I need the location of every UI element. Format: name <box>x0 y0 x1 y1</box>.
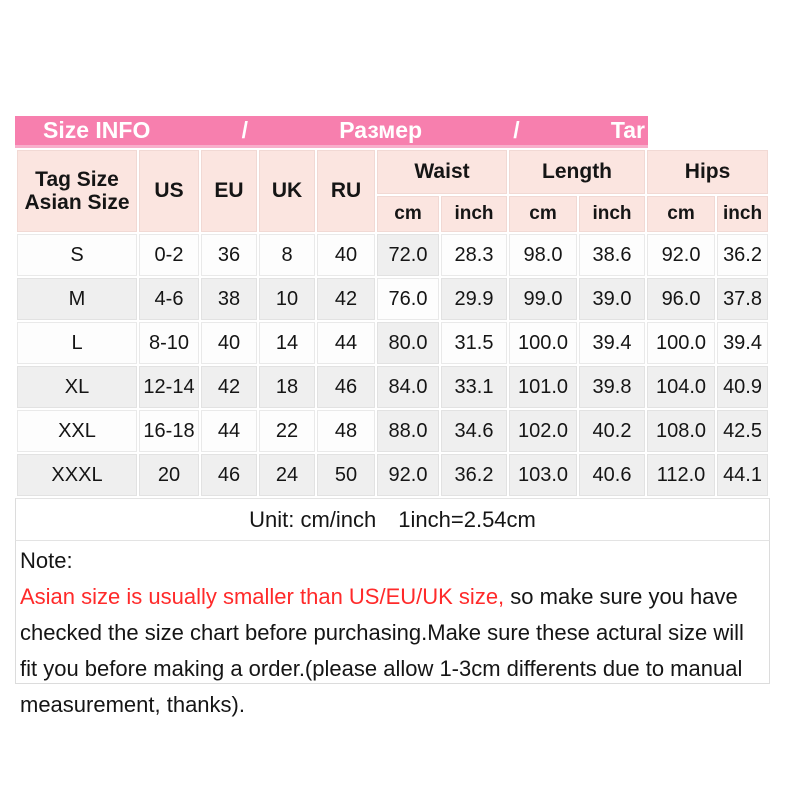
xxl-ru: 48 <box>317 410 375 452</box>
xxl-length-cm: 102.0 <box>509 410 577 452</box>
s-hips-inch: 36.2 <box>717 234 768 276</box>
s-tag: S <box>17 234 137 276</box>
size-row-xl <box>17 366 768 408</box>
s-waist-cm: 72.0 <box>377 234 439 276</box>
note-box <box>15 540 770 717</box>
xxxl-eu: 46 <box>201 454 257 496</box>
title-tar-truncated: Tar <box>610 117 645 143</box>
corner-header-tag-asian-size <box>17 150 137 232</box>
xxl-waist-cm: 88.0 <box>377 410 439 452</box>
xxl-tag: XXL <box>17 410 137 452</box>
s-ru: 40 <box>317 234 375 276</box>
unit-line <box>15 498 770 540</box>
header-uk: UK <box>259 150 315 232</box>
size-row-l <box>17 322 768 364</box>
s-waist-inch: 28.3 <box>441 234 507 276</box>
l-length-cm: 100.0 <box>509 322 577 364</box>
m-eu: 38 <box>201 278 257 320</box>
s-length-inch: 38.6 <box>579 234 645 276</box>
header-hips: Hips <box>647 150 768 194</box>
xl-uk: 18 <box>259 366 315 408</box>
s-length-cm: 98.0 <box>509 234 577 276</box>
corner-line-asian-size: Asian Size <box>24 191 130 214</box>
subheader-waist-cm: cm <box>377 196 439 232</box>
m-hips-cm: 96.0 <box>647 278 715 320</box>
size-chart-sheet <box>15 116 770 717</box>
m-ru: 42 <box>317 278 375 320</box>
subheader-hips-inch: inch <box>717 196 768 232</box>
xxl-waist-inch: 34.6 <box>441 410 507 452</box>
xl-waist-cm: 84.0 <box>377 366 439 408</box>
xxxl-length-inch: 40.6 <box>579 454 645 496</box>
xl-ru: 46 <box>317 366 375 408</box>
xxxl-length-cm: 103.0 <box>509 454 577 496</box>
size-row-m <box>17 278 768 320</box>
subheader-length-inch: inch <box>579 196 645 232</box>
m-waist-cm: 76.0 <box>377 278 439 320</box>
xxl-hips-cm: 108.0 <box>647 410 715 452</box>
xxxl-ru: 50 <box>317 454 375 496</box>
size-row-xxxl <box>17 454 768 496</box>
xxl-uk: 22 <box>259 410 315 452</box>
xxxl-hips-inch: 44.1 <box>717 454 768 496</box>
l-uk: 14 <box>259 322 315 364</box>
subheader-length-cm: cm <box>509 196 577 232</box>
xxxl-tag: XXXL <box>17 454 137 496</box>
unit-conversion: 1inch=2.54cm <box>398 506 536 532</box>
note-warning-black: so make sure you have checked the size chart before purchasing.Make sure these actural size will fit you before making a order.(please allow 1-3cm differents due to manual measurement, thanks). <box>20 584 744 717</box>
m-tag: M <box>17 278 137 320</box>
xxxl-waist-cm: 92.0 <box>377 454 439 496</box>
m-hips-inch: 37.8 <box>717 278 768 320</box>
title-separator-2: / <box>513 117 520 143</box>
xxxl-waist-inch: 36.2 <box>441 454 507 496</box>
corner-line-tag-size: Tag Size <box>35 168 119 191</box>
l-length-inch: 39.4 <box>579 322 645 364</box>
l-hips-inch: 39.4 <box>717 322 768 364</box>
l-tag: L <box>17 322 137 364</box>
header-ru: RU <box>317 150 375 232</box>
subheader-hips-cm: cm <box>647 196 715 232</box>
size-row-xxl <box>17 410 768 452</box>
m-waist-inch: 29.9 <box>441 278 507 320</box>
xxxl-us: 20 <box>139 454 199 496</box>
xxl-hips-inch: 42.5 <box>717 410 768 452</box>
xxl-eu: 44 <box>201 410 257 452</box>
s-uk: 8 <box>259 234 315 276</box>
s-hips-cm: 92.0 <box>647 234 715 276</box>
l-us: 8-10 <box>139 322 199 364</box>
xl-waist-inch: 33.1 <box>441 366 507 408</box>
size-chart-table <box>15 148 770 498</box>
l-ru: 44 <box>317 322 375 364</box>
m-us: 4-6 <box>139 278 199 320</box>
title-size-info: Size INFO <box>43 117 151 143</box>
xxl-length-inch: 40.2 <box>579 410 645 452</box>
m-length-inch: 39.0 <box>579 278 645 320</box>
note-warning-red: Asian size is usually smaller than US/EU/UK size, <box>20 584 505 609</box>
xxxl-uk: 24 <box>259 454 315 496</box>
l-waist-inch: 31.5 <box>441 322 507 364</box>
header-eu: EU <box>201 150 257 232</box>
s-eu: 36 <box>201 234 257 276</box>
xl-hips-cm: 104.0 <box>647 366 715 408</box>
header-length: Length <box>509 150 645 194</box>
m-length-cm: 99.0 <box>509 278 577 320</box>
xxl-us: 16-18 <box>139 410 199 452</box>
size-row-s <box>17 234 768 276</box>
m-uk: 10 <box>259 278 315 320</box>
xl-us: 12-14 <box>139 366 199 408</box>
l-waist-cm: 80.0 <box>377 322 439 364</box>
l-hips-cm: 100.0 <box>647 322 715 364</box>
xxxl-hips-cm: 112.0 <box>647 454 715 496</box>
subheader-waist-inch: inch <box>441 196 507 232</box>
xl-eu: 42 <box>201 366 257 408</box>
note-label: Note: <box>20 548 73 573</box>
xl-hips-inch: 40.9 <box>717 366 768 408</box>
title-razmer: Размер <box>339 117 423 143</box>
l-eu: 40 <box>201 322 257 364</box>
size-info-title-bar <box>15 116 648 148</box>
xl-length-inch: 39.8 <box>579 366 645 408</box>
title-separator-1: / <box>241 117 248 143</box>
header-us: US <box>139 150 199 232</box>
note-paragraph <box>20 579 757 723</box>
xl-length-cm: 101.0 <box>509 366 577 408</box>
unit-label: Unit: cm/inch <box>249 506 377 532</box>
s-us: 0-2 <box>139 234 199 276</box>
header-waist: Waist <box>377 150 507 194</box>
xl-tag: XL <box>17 366 137 408</box>
